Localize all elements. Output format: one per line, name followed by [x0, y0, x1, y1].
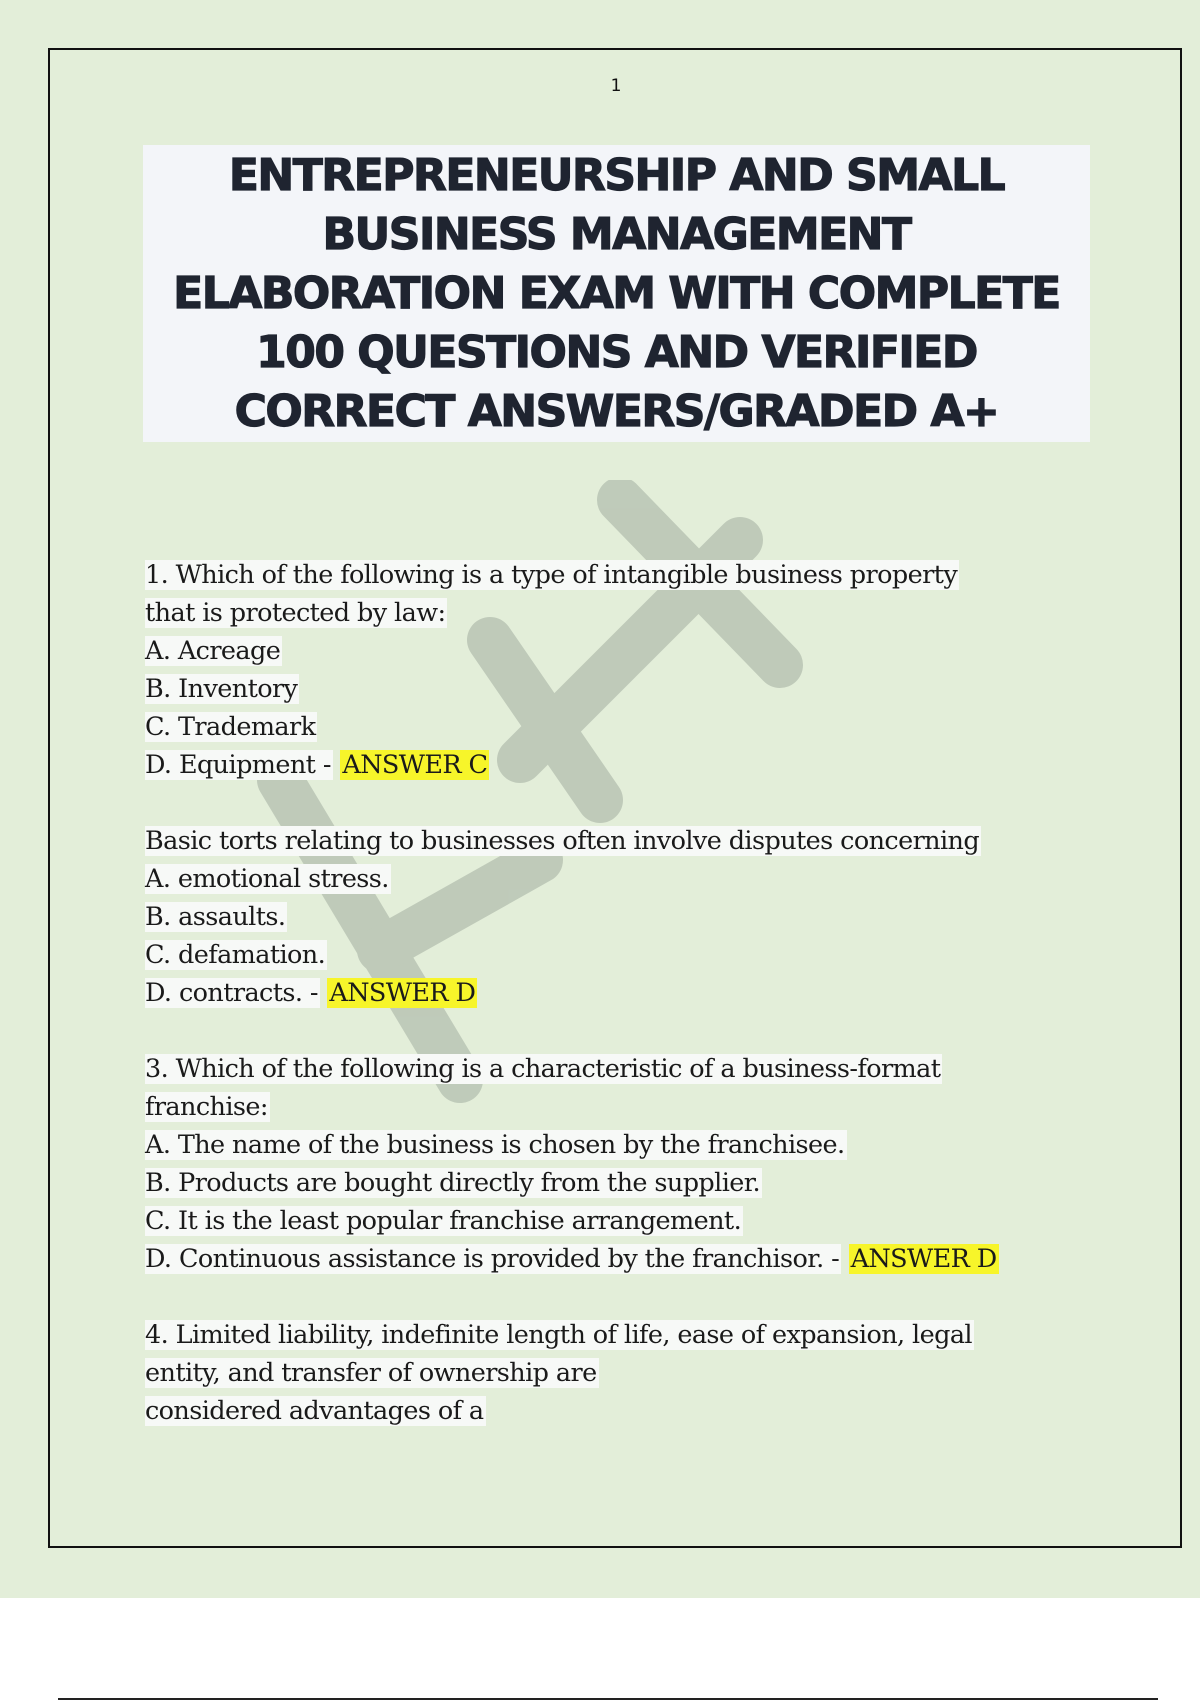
question-text: 1. Which of the following is a type of intangible business property — [145, 560, 958, 590]
answer-option: B. Products are bought directly from the supplier. — [145, 1168, 761, 1198]
answer-option: A. Acreage — [145, 636, 281, 666]
title-line: ENTREPRENEURSHIP AND SMALL — [228, 150, 1005, 201]
answer-option: C. It is the least popular franchise arrangement. — [145, 1206, 742, 1236]
title-line: BUSINESS MANAGEMENT — [322, 209, 911, 260]
title-line: 100 QUESTIONS AND VERIFIED — [256, 327, 977, 378]
question-text: that is protected by law: — [145, 598, 446, 628]
answer-option: C. defamation. — [145, 940, 326, 970]
question-3 — [145, 1050, 1105, 1278]
question-1 — [145, 556, 1105, 784]
question-text: considered advantages of a — [145, 1396, 484, 1426]
question-text: franchise: — [145, 1092, 268, 1122]
document-title — [143, 146, 1090, 441]
title-line: CORRECT ANSWERS/GRADED A+ — [234, 386, 999, 437]
answer-option: D. contracts. - — [145, 978, 318, 1008]
question-2 — [145, 822, 1105, 1012]
answer-key-highlight: ANSWER C — [342, 750, 488, 780]
question-4 — [145, 1316, 1105, 1430]
question-text: Basic torts relating to businesses often involve disputes concerning — [145, 826, 980, 856]
answer-key-highlight: ANSWER D — [329, 978, 476, 1008]
answer-key-highlight: ANSWER D — [850, 1244, 997, 1274]
title-line: ELABORATION EXAM WITH COMPLETE — [173, 268, 1060, 319]
question-text: entity, and transfer of ownership are — [145, 1358, 597, 1388]
answer-option: C. Trademark — [145, 712, 316, 742]
question-text: 3. Which of the following is a characteristic of a business-format — [145, 1054, 941, 1084]
answer-option: B. Inventory — [145, 674, 298, 704]
exam-content — [145, 556, 1105, 1468]
answer-option: A. The name of the business is chosen by the franchisee. — [145, 1130, 845, 1160]
title-box — [143, 145, 1090, 442]
page-number: 1 — [610, 76, 622, 96]
answer-option: D. Continuous assistance is provided by the franchisor. - — [145, 1244, 840, 1274]
answer-option: A. emotional stress. — [145, 864, 389, 894]
answer-option: B. assaults. — [145, 902, 286, 932]
question-text: 4. Limited liability, indefinite length of life, ease of expansion, legal — [145, 1320, 972, 1350]
answer-option: D. Equipment - — [145, 750, 331, 780]
